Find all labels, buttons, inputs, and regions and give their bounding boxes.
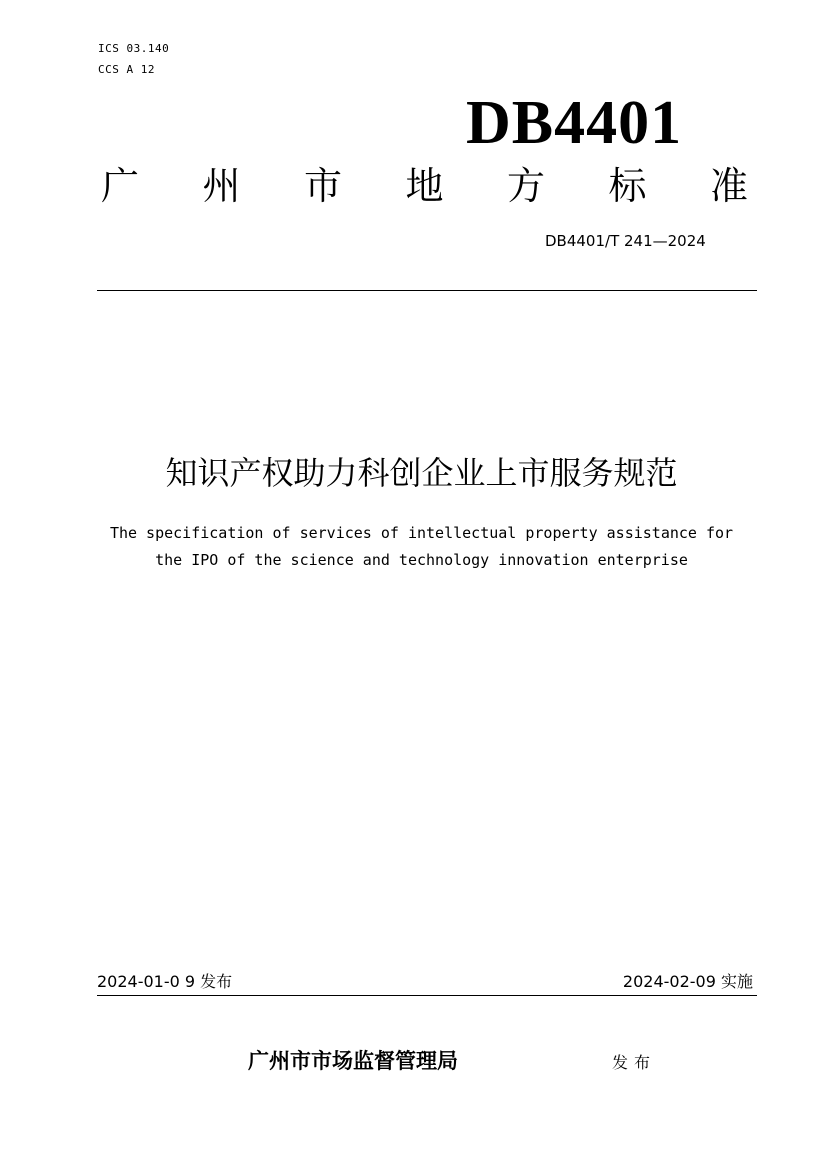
category-char: 方 bbox=[506, 164, 545, 208]
category-char: 地 bbox=[405, 164, 444, 208]
issue-date: 2024-01-0 9 发布 bbox=[97, 972, 233, 991]
category-char: 准 bbox=[709, 164, 748, 208]
effective-date: 2024-02-09 实施 bbox=[622, 972, 753, 991]
document-title-zh: 知识产权助力科创企业上市服务规范 bbox=[165, 454, 678, 492]
issuing-authority: 广州市市场监督管理局 bbox=[248, 1049, 458, 1073]
title-en-line-1: The specification of services of intellectual property assistance for bbox=[109, 524, 734, 542]
document-title-en bbox=[0, 520, 815, 574]
footer-divider bbox=[97, 995, 757, 996]
ccs-code: CCS A 12 bbox=[98, 63, 155, 76]
standard-number: DB4401/T 241—2024 bbox=[545, 232, 706, 250]
header-divider bbox=[97, 290, 757, 291]
ics-code: ICS 03.140 bbox=[98, 42, 170, 55]
issuer-suffix: 发布 bbox=[612, 1053, 657, 1072]
standard-category bbox=[97, 163, 752, 209]
category-char: 州 bbox=[202, 164, 241, 208]
category-char: 标 bbox=[608, 164, 647, 208]
category-char: 市 bbox=[303, 164, 342, 208]
title-en-line-2: the IPO of the science and technology innovation enterprise bbox=[155, 551, 688, 569]
category-char: 广 bbox=[100, 164, 139, 208]
standard-prefix: DB4401 bbox=[466, 89, 683, 157]
